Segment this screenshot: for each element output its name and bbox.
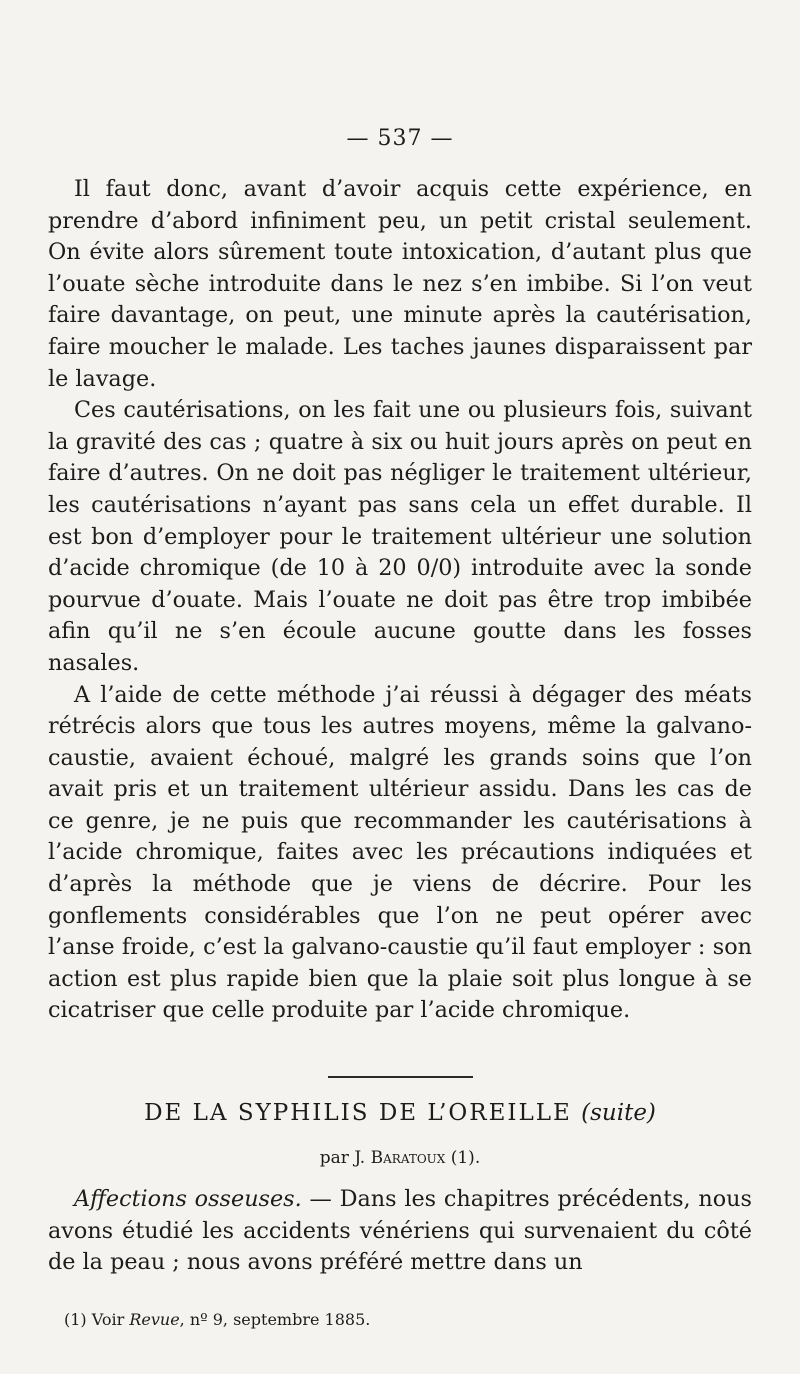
page-number: — 537 — xyxy=(346,126,454,151)
section-heading xyxy=(48,1100,752,1126)
paragraph-2: Ces cautérisations, on les fait une ou plusieurs fois, suivant la gravité des cas ; quatre à six ou huit jours après on peut en faire d’autres. On ne doit pas négliger le traitement ultérieur, les cautérisations n’ayant pas sans cela un effet durable. Il est bon d’employer pour le traitement ultérieur une solution d’acide chromique (de 10 à 20 0/0) introduite avec la sonde pourvue d’ouate. Mais l’ouate ne doit pas être trop imbibée afin qu’il ne s’en écoule aucune goutte dans les fosses nasales. xyxy=(48,397,752,676)
section-text xyxy=(48,1184,752,1279)
paragraph-3: A l’aide de cette méthode j’ai réussi à dégager des méats rétrécis alors que tous les autres moyens, même la galvano-caustie, avaient échoué, malgré les grands soins que l’on avait pris et un traitement ultérieur assidu. Dans les cas de ce genre, je ne puis que recommander les cautérisations à l’acide chromique, faites avec les précautions indiquées et d’après la méthode que je viens de décrire. Pour les gonflements considérables que l’on ne peut opérer avec l’anse froide, c’est la galvano-caustie qu’il faut employer : son action est plus rapide bien que la plaie soit plus longue à se cicatriser que celle produite par l’acide chromique. xyxy=(48,681,752,1024)
byline-note-ref: (1). xyxy=(450,1148,481,1168)
heading-suite: (suite) xyxy=(581,1100,656,1126)
footnote-journal: Revue xyxy=(129,1310,180,1329)
footnote xyxy=(64,1310,370,1329)
section-lead: Affections osseuses. xyxy=(74,1186,302,1212)
footnote-suffix: , nº 9, septembre 1885. xyxy=(179,1310,371,1329)
footnote-prefix: (1) Voir xyxy=(64,1310,125,1329)
paragraph-1: Il faut donc, avant d’avoir acquis cette expérience, en prendre d’abord infiniment peu, un petit cristal seulement. On évite alors sûrement toute intoxication, d’autant plus que l’ouate sèche introduite dans le nez s’en imbibe. Si l’on veut faire davantage, on peut, une minute après la cautérisation, faire moucher le malade. Les taches jaunes disparaissent par le lavage. xyxy=(48,176,752,392)
section-divider xyxy=(328,1076,473,1078)
section-body: — Dans les chapitres précédents, nous avons étudié les accidents vénériens qui survenaient du côté de la peau ; nous avons préféré mettre dans un xyxy=(48,1186,752,1276)
byline-prefix: par J. xyxy=(319,1148,366,1168)
heading-title: DE LA SYPHILIS DE L’OREILLE xyxy=(144,1100,572,1126)
section-paragraph xyxy=(48,1184,752,1279)
body-text xyxy=(48,174,752,1027)
byline xyxy=(48,1148,752,1168)
byline-author: Baratoux xyxy=(370,1148,446,1168)
